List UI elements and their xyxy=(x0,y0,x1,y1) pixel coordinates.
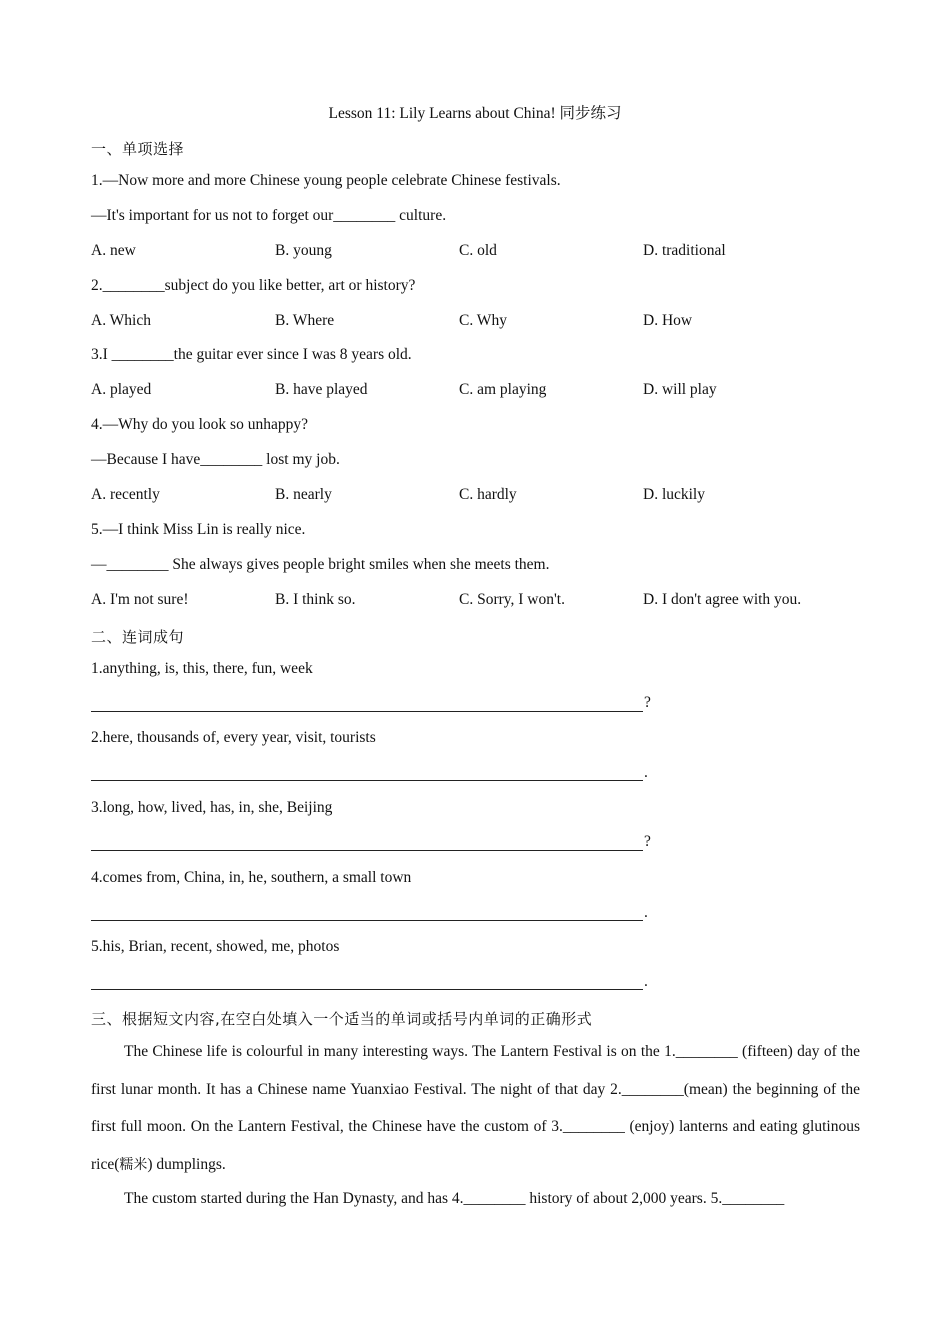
sentence-2-end-mark: . xyxy=(644,764,648,781)
option-d: D. will play xyxy=(643,381,717,398)
option-c: C. Why xyxy=(459,312,507,329)
sentence-3-answer-line[interactable] xyxy=(91,832,643,851)
cloze-paragraph-1-end: ) dumplings. xyxy=(147,1155,226,1173)
option-d: D. I don't agree with you. xyxy=(643,591,802,608)
cloze-paragraph-2 xyxy=(91,1180,860,1218)
option-a: A. new xyxy=(91,242,136,259)
page-title: Lesson 11: Lily Learns about China! 同步练习 xyxy=(328,105,622,122)
section-heading-sentence-building: 二、连词成句 xyxy=(91,628,185,646)
question-2-line-1: 2.________subject do you like better, art or history? xyxy=(91,277,416,294)
option-a: A. recently xyxy=(91,486,160,503)
option-a: A. played xyxy=(91,381,152,398)
question-5-line-2: —________ She always gives people bright smiles when she meets them. xyxy=(91,556,550,573)
option-c: C. old xyxy=(459,242,497,259)
option-b: B. have played xyxy=(275,381,368,398)
sentence-4-prompt: 4.comes from, China, in, he, southern, a small town xyxy=(91,869,412,886)
sentence-4-end-mark: . xyxy=(644,904,648,921)
option-d: D. luckily xyxy=(643,486,705,503)
question-5-options xyxy=(91,591,871,613)
section-heading-multiple-choice: 一、单项选择 xyxy=(91,140,185,158)
question-4-line-2: —Because I have________ lost my job. xyxy=(91,451,340,468)
option-d: D. traditional xyxy=(643,242,726,259)
sentence-2-prompt: 2.here, thousands of, every year, visit, tourists xyxy=(91,729,376,746)
question-4-options xyxy=(91,486,871,508)
cloze-paragraph-1 xyxy=(91,1033,860,1184)
cloze-chinese-gloss: 糯米 xyxy=(119,1156,148,1173)
option-b: B. young xyxy=(275,242,332,259)
sentence-5-answer-line[interactable] xyxy=(91,971,643,990)
cloze-paragraph-2-text: The custom started during the Han Dynasty, and has 4.________ history of about 2,000 years. 5.________ xyxy=(124,1190,785,1207)
question-4-line-1: 4.—Why do you look so unhappy? xyxy=(91,416,308,433)
question-3-options xyxy=(91,381,871,403)
sentence-5-end-mark: . xyxy=(644,973,648,990)
option-b: B. I think so. xyxy=(275,591,356,608)
question-1-line-2: —It's important for us not to forget our________ culture. xyxy=(91,207,447,224)
option-d: D. How xyxy=(643,312,693,329)
sentence-2-answer-line[interactable] xyxy=(91,762,643,781)
sentence-5-prompt: 5.his, Brian, recent, showed, me, photos xyxy=(91,938,340,955)
sentence-1-end-mark: ? xyxy=(644,694,651,711)
question-1-line-1: 1.—Now more and more Chinese young people celebrate Chinese festivals. xyxy=(91,172,561,189)
option-b: B. Where xyxy=(275,312,335,329)
option-c: C. Sorry, I won't. xyxy=(459,591,565,608)
option-c: C. hardly xyxy=(459,486,517,503)
sentence-4-answer-line[interactable] xyxy=(91,902,643,921)
question-2-options xyxy=(91,312,871,334)
question-3-line-1: 3.I ________the guitar ever since I was 8 years old. xyxy=(91,346,412,363)
option-b: B. nearly xyxy=(275,486,332,503)
sentence-3-prompt: 3.long, how, lived, has, in, she, Beijing xyxy=(91,799,333,816)
section-heading-cloze: 三、根据短文内容,在空白处填入一个适当的单词或括号内单词的正确形式 xyxy=(91,1010,593,1028)
sentence-1-answer-line[interactable] xyxy=(91,693,643,712)
question-1-options xyxy=(91,242,871,264)
cloze-paragraph-1-text: The Chinese life is colourful in many interesting ways. The Lantern Festival is on the 1.________ (fifteen) day of the first lunar month. It has a Chinese name Yuanxiao Festival. The night of that day 2.________(mean) the beginning of the first full moon. On the Lantern Festival, the Chinese have the custom of 3.________ (enjoy) lanterns and eating glutinous rice( xyxy=(91,1043,860,1173)
option-a: A. Which xyxy=(91,312,151,329)
sentence-1-prompt: 1.anything, is, this, there, fun, week xyxy=(91,660,313,677)
option-c: C. am playing xyxy=(459,381,547,398)
question-5-line-1: 5.—I think Miss Lin is really nice. xyxy=(91,521,306,538)
option-a: A. I'm not sure! xyxy=(91,591,189,608)
sentence-3-end-mark: ? xyxy=(644,833,651,850)
